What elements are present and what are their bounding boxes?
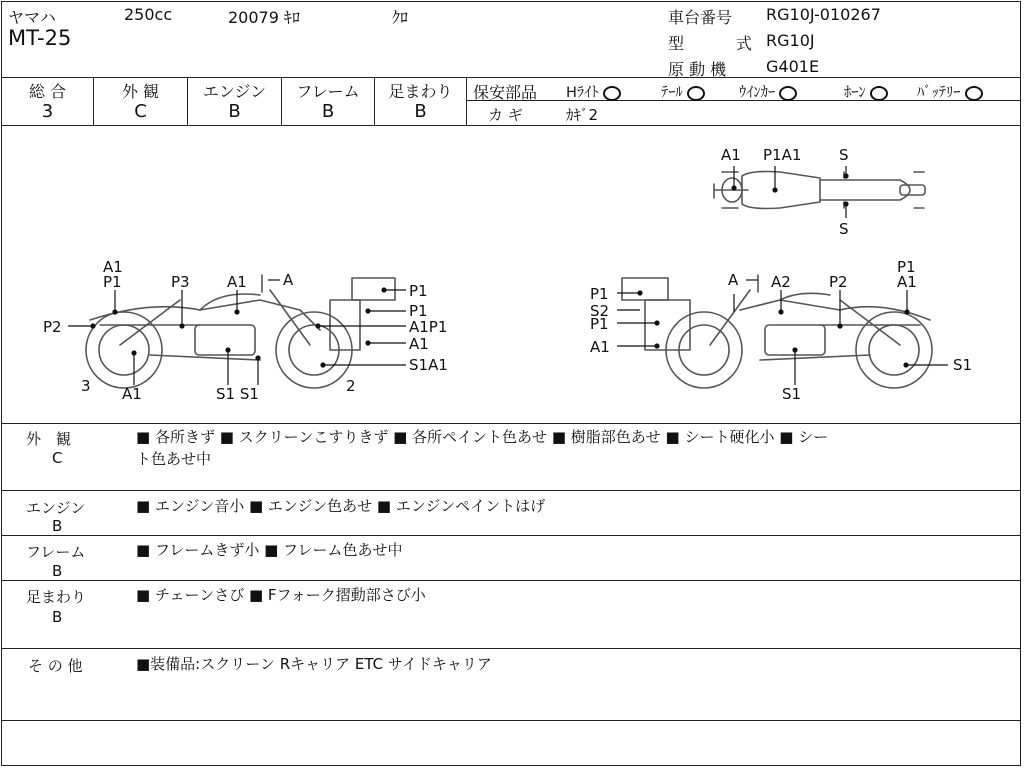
key-value: ｶｷﾞ2 bbox=[566, 106, 599, 124]
grade-value-suspension: B bbox=[414, 101, 427, 122]
type-label-2: 式 bbox=[736, 34, 753, 53]
damage-code: A1 bbox=[897, 273, 917, 291]
section-label-frame: フレーム bbox=[26, 543, 86, 561]
damage-code: A2 bbox=[771, 273, 791, 291]
section-grade-engine: B bbox=[52, 517, 63, 535]
displacement: 250cc bbox=[124, 5, 173, 24]
damage-code: S1 S1 bbox=[216, 385, 259, 403]
section-label-suspension: 足まわり bbox=[26, 588, 87, 606]
frame-no-label: 車台番号 bbox=[668, 8, 733, 27]
damage-code: S1A1 bbox=[409, 356, 448, 374]
damage-code: A bbox=[728, 271, 739, 289]
damage-code: S2 bbox=[590, 302, 610, 320]
damage-code: S1 bbox=[782, 385, 802, 403]
key-label: カ ギ bbox=[488, 106, 523, 124]
section-grade-suspension: B bbox=[52, 608, 63, 626]
safety-item-headlight: Hﾗｲﾄ bbox=[566, 81, 621, 102]
safety-item-winker: ｳｲﾝｶｰ bbox=[739, 81, 797, 102]
type-code: RG10J bbox=[766, 31, 815, 50]
left-view-bike bbox=[86, 275, 395, 388]
section-text-engine: ■ エンジン音小 ■ エンジン色あせ ■ エンジンペイントはげ bbox=[136, 497, 546, 515]
damage-code: S bbox=[839, 146, 849, 164]
damage-code: A1 bbox=[721, 146, 741, 164]
grade-label-total: 総 合 bbox=[28, 82, 67, 101]
grade-label-frame: フレーム bbox=[296, 82, 360, 101]
damage-code: A1 bbox=[227, 273, 247, 291]
damage-code: 2 bbox=[346, 377, 356, 395]
maker-name: ヤマハ bbox=[8, 8, 56, 27]
damage-code: A bbox=[283, 271, 294, 289]
section-text-frame: ■ フレームきず小 ■ フレーム色あせ中 bbox=[136, 541, 403, 559]
section-text-other: ■装備品:スクリーン Rキャリア ETC サイドキャリア bbox=[136, 655, 492, 673]
section-grade-exterior: C bbox=[52, 449, 63, 467]
safety-item-tail: ﾃｰﾙ bbox=[661, 81, 705, 102]
grade-value-exterior: C bbox=[134, 101, 147, 122]
color: ｸﾛ bbox=[392, 8, 409, 27]
damage-code: P1 bbox=[590, 285, 609, 303]
type-label-1: 型 bbox=[668, 34, 685, 53]
model-name: MT-25 bbox=[8, 26, 72, 50]
grade-label-exterior: 外 観 bbox=[121, 82, 160, 101]
damage-code: P1 bbox=[897, 258, 916, 276]
damage-code: P1 bbox=[590, 315, 609, 333]
frame-no: RG10J-010267 bbox=[766, 5, 881, 24]
section-label-exterior: 外 観 bbox=[26, 430, 72, 448]
section-label-other: そ の 他 bbox=[28, 657, 83, 675]
damage-code: P1A1 bbox=[763, 146, 802, 164]
damage-code: P1 bbox=[103, 273, 122, 291]
damage-code: A1P1 bbox=[409, 318, 448, 336]
damage-code: A1 bbox=[409, 335, 429, 353]
damage-code: P1 bbox=[409, 302, 428, 320]
damage-code: 3 bbox=[81, 377, 91, 395]
top-view-bike bbox=[714, 172, 925, 209]
grade-label-engine: エンジン bbox=[202, 82, 267, 101]
section-text-suspension: ■ チェーンさび ■ Fフォーク摺動部さび小 bbox=[136, 586, 426, 604]
damage-code: S bbox=[839, 220, 849, 238]
section-text-exterior: ■ 各所きず ■ スクリーンこすりきず ■ 各所ペイント色あせ ■ 樹脂部色あせ ■ シート硬化小 ■ シー ト色あせ中 bbox=[136, 428, 829, 468]
right-view-bike bbox=[622, 275, 932, 388]
section-label-engine: エンジン bbox=[26, 499, 86, 517]
damage-code: A1 bbox=[122, 385, 142, 403]
grade-value-engine: B bbox=[228, 101, 241, 122]
damage-code: P2 bbox=[43, 318, 62, 336]
safety-item-horn: ﾎｰﾝ bbox=[844, 81, 888, 102]
mileage: 20079 ｷﾛ bbox=[228, 8, 300, 27]
damage-code: S1 bbox=[953, 356, 973, 374]
grade-label-suspension: 足まわり bbox=[388, 82, 453, 101]
damage-code: P3 bbox=[171, 273, 190, 291]
damage-code: A1 bbox=[103, 258, 123, 276]
grade-value-total: 3 bbox=[41, 101, 54, 122]
engine-label: 原 動 機 bbox=[668, 60, 727, 79]
damage-code: P2 bbox=[829, 273, 848, 291]
damage-code: A1 bbox=[590, 338, 610, 356]
safety-label: 保安部品 bbox=[473, 83, 538, 102]
safety-item-battery: ﾊﾞｯﾃﾘｰ bbox=[917, 81, 983, 102]
damage-code: P1 bbox=[409, 282, 428, 300]
grade-value-frame: B bbox=[321, 101, 335, 122]
section-grade-frame: B bbox=[52, 562, 63, 580]
engine-code: G401E bbox=[766, 57, 820, 76]
